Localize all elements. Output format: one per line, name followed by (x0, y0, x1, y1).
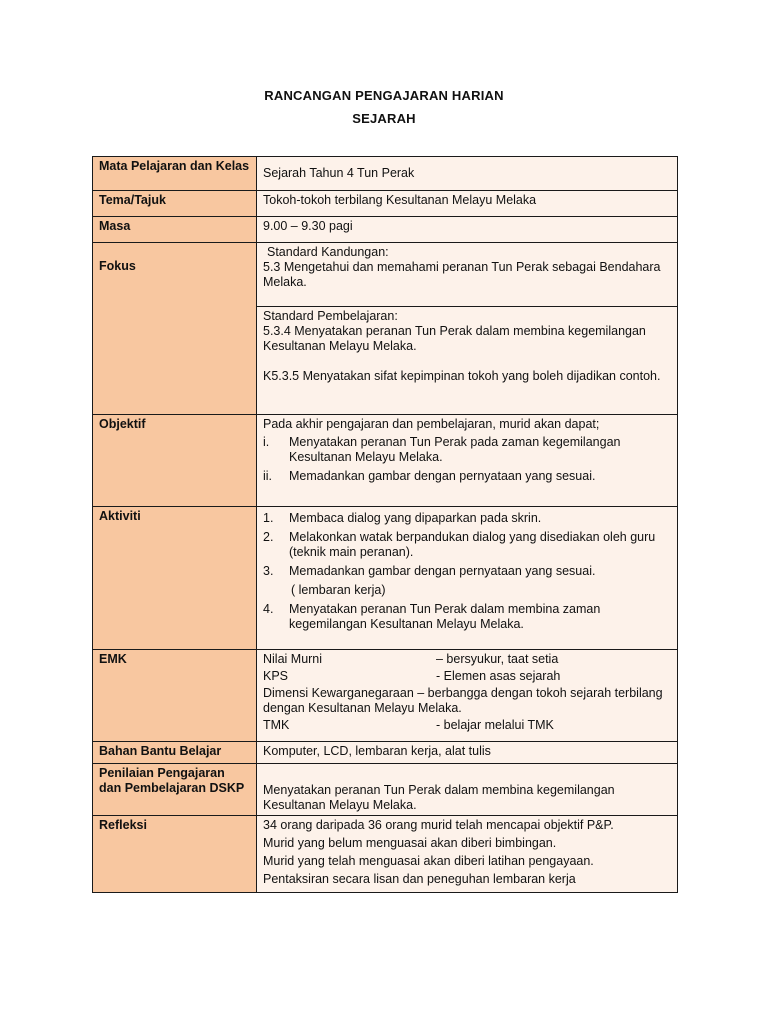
row-value-emk (257, 650, 678, 742)
row-label-time: Masa (93, 217, 257, 243)
row-label-focus: Fokus (93, 243, 257, 415)
lesson-plan-table (92, 156, 678, 893)
emk-kps: KPS - Elemen asas sejarah (263, 669, 561, 683)
row-label-reflection: Refleksi (93, 816, 257, 893)
learning-standard-heading: Standard Pembelajaran: (263, 309, 398, 323)
row-value-reflection (257, 816, 678, 893)
list-item: ii. Memadankan gambar dengan pernyataan yang sesuai. (263, 469, 596, 483)
list-item: 4. Menyatakan peranan Tun Perak dalam membina zaman kegemilangan Kesultanan Melayu Melaka. (263, 602, 601, 631)
row-label-activities: Aktiviti (93, 507, 257, 650)
row-value-subject: Sejarah Tahun 4 Tun Perak (257, 157, 678, 191)
row-label-materials: Bahan Bantu Belajar (93, 742, 257, 764)
row-label-objective: Objektif (93, 415, 257, 507)
row-value-assessment: Menyatakan peranan Tun Perak dalam membina kegemilangan Kesultanan Melayu Melaka. (257, 764, 678, 816)
emk-tmk: TMK - belajar melalui TMK (263, 718, 554, 732)
table-row (93, 742, 678, 764)
table-row (93, 507, 678, 650)
row-value-content-standard (257, 243, 678, 307)
list-item: 2. Melakonkan watak berpandukan dialog yang disediakan oleh guru (teknik main peranan). (263, 530, 656, 559)
objective-list (263, 435, 671, 484)
content-standard-text: 5.3 Mengetahui dan memahami peranan Tun Perak sebagai Bendahara Melaka. (263, 260, 661, 289)
row-value-objective (257, 415, 678, 507)
table-row (93, 157, 678, 191)
reflection-line: 34 orang daripada 36 orang murid telah mencapai objektif P&P. (263, 818, 614, 832)
table-row (93, 217, 678, 243)
row-value-activities (257, 507, 678, 650)
emk-nilai: Nilai Murni – bersyukur, taat setia (263, 652, 559, 666)
row-value-theme: Tokoh-tokoh terbilang Kesultanan Melayu Melaka (257, 191, 678, 217)
table-row (93, 764, 678, 816)
list-item: 1. Membaca dialog yang dipaparkan pada skrin. (263, 511, 542, 525)
reflection-line: Pentaksiran secara lisan dan peneguhan lembaran kerja (263, 872, 576, 886)
row-value-learning-standard (257, 307, 678, 415)
emk-dimensi: Dimensi Kewarganegaraan – berbangga dengan tokoh sejarah terbilang dengan Kesultanan Melayu Melaka. (263, 686, 663, 715)
row-value-time: 9.00 – 9.30 pagi (257, 217, 678, 243)
reflection-line: Murid yang belum menguasai akan diberi bimbingan. (263, 836, 557, 850)
content-standard-heading: Standard Kandungan: (267, 245, 389, 259)
table-row (93, 415, 678, 507)
table-row (93, 191, 678, 217)
table-row (93, 243, 678, 307)
list-item: 3. Memadankan gambar dengan pernyataan yang sesuai. (263, 564, 596, 578)
row-label-emk: EMK (93, 650, 257, 742)
row-label-subject: Mata Pelajaran dan Kelas (93, 157, 257, 191)
page-subtitle: SEJARAH (352, 111, 416, 126)
learning-standard-1: 5.3.4 Menyatakan peranan Tun Perak dalam membina kegemilangan Kesultanan Melayu Melaka. (263, 324, 646, 353)
row-label-assessment: Penilaian Pengajaran dan Pembelajaran DSKP (93, 764, 257, 816)
row-label-theme: Tema/Tajuk (93, 191, 257, 217)
learning-standard-2: K5.3.5 Menyatakan sifat kepimpinan tokoh yang boleh dijadikan contoh. (263, 369, 661, 383)
reflection-line: Murid yang telah menguasai akan diberi latihan pengayaan. (263, 854, 594, 868)
objective-intro: Pada akhir pengajaran dan pembelajaran, murid akan dapat; (263, 417, 600, 431)
table-row (93, 816, 678, 893)
list-item: i. Menyatakan peranan Tun Perak pada zaman kegemilangan Kesultanan Melayu Melaka. (263, 435, 621, 464)
row-value-materials: Komputer, LCD, lembaran kerja, alat tulis (257, 742, 678, 764)
table-row (93, 650, 678, 742)
page-title: RANCANGAN PENGAJARAN HARIAN (264, 88, 504, 103)
activity-list (263, 511, 671, 632)
list-item: ( lembaran kerja) (291, 583, 386, 597)
